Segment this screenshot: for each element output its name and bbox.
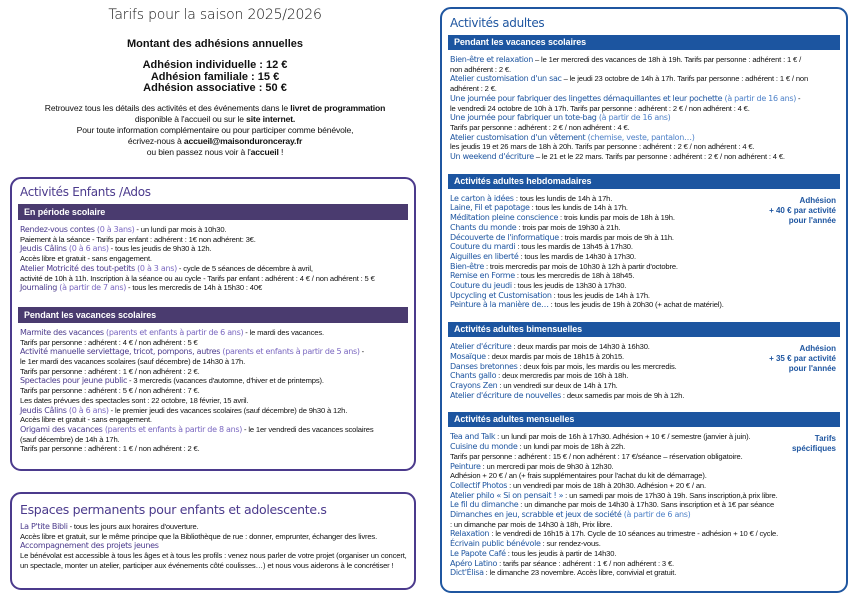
activity-line <box>448 242 840 252</box>
activity-line <box>448 123 840 133</box>
activity-line <box>448 271 840 281</box>
activity-line <box>448 559 840 569</box>
activity-details: - 3 mercredis (vacances d'automne, d'hiver et de printemps). <box>127 376 324 386</box>
activity-line <box>18 347 408 357</box>
activity-line <box>448 74 840 84</box>
activity-line <box>448 520 840 530</box>
activity-details: disponible à l'accueil ou sur le <box>134 113 247 124</box>
activity-name: Relaxation <box>450 529 492 539</box>
activity-details: le vendredi 24 octobre de 10h à 17h. Tarifs par personne : adhérent : 2 € / non adhérent : 4 €. <box>450 103 750 113</box>
activity-name: Atelier customisation d'un sac <box>450 74 562 84</box>
page-title: Tarifs pour la saison 2025/2026 <box>108 7 322 23</box>
activity-audience: (à partir de 16 ans) <box>724 93 797 103</box>
activity-details: écrivez-nous à <box>127 135 184 146</box>
activity-audience: (parents et enfants à partir de 5 ans) <box>222 347 360 357</box>
fees-heading: Montant des adhésions annuelles <box>126 38 304 50</box>
activity-line <box>18 283 408 293</box>
activity-line <box>18 357 408 367</box>
activity-details: le 1er mardi des vacances scolaires (sauf décembre) de 14h30 à 17h. <box>20 357 246 367</box>
activity-details: Accès libre et gratuit - sans engagement. <box>20 415 152 425</box>
price-note-line: + 35 € par activité <box>769 354 836 364</box>
activity-name: Couture du jeudi <box>450 281 512 291</box>
permanent-spaces-box <box>10 492 416 590</box>
activity-details: : le vendredi de 16h15 à 17h. Cycle de 10 séances au trimestre - adhésion + 10 € / cycle. <box>491 529 779 539</box>
activity-details: Le bénévolat est accessible à tous les âges et à tous les profils : venez nous parler de votre projet (organiser un concert, un spectacle, monter un atelier, participer aux événements côté coulisses…) et nous vous aiderons à le concrétiser ! <box>20 551 407 570</box>
price-note-line: Adhésion <box>799 195 836 205</box>
activity-name: Atelier Motricité des tout-petits <box>20 263 138 273</box>
activity-line <box>448 481 840 491</box>
activity-name: Tea and Talk <box>450 432 496 442</box>
price-note-line: Adhésion <box>799 344 836 354</box>
activity-line <box>448 529 840 539</box>
section <box>448 322 840 400</box>
activity-details: : trois mercredis par mois de 10h30 à 12h à partir d'octobre. <box>483 261 678 271</box>
activity-details: - tous les mercredis de 14h à 15h30 : 40€ <box>126 283 263 293</box>
activity-details: - <box>359 347 364 357</box>
activity-name: Atelier customisation d'un vêtement <box>450 132 588 142</box>
activity-name: Apéro Latino <box>450 558 498 568</box>
activity-details: - <box>796 93 801 103</box>
activity-details: Paiement à la séance - Tarifs par enfant : adhérent : 1€ non adhérent: 3€. <box>20 234 256 244</box>
activity-line <box>18 254 408 264</box>
activity-details: Tarifs par personne : adhérent : 2 € / non adhérent : 4 €. <box>450 122 630 132</box>
activity-details: Pour toute information complémentaire ou pour participer comme bénévole, <box>76 124 354 135</box>
activity-name: Journaling <box>20 283 60 293</box>
emphasis-text: site internet. <box>246 113 296 124</box>
activity-name: Le Papote Café <box>450 548 506 558</box>
activity-line <box>448 568 840 578</box>
activity-line <box>448 500 840 510</box>
activity-name: Origami des vacances <box>20 424 105 434</box>
activity-name: Cuisine du monde <box>450 442 518 452</box>
activity-name: Crayons Zen <box>450 380 498 390</box>
activity-line <box>18 415 408 425</box>
activity-line <box>448 491 840 501</box>
activity-details: : un vendredi par mois de 18h à 20h30. Adhésion + 20 € / an. <box>507 480 706 490</box>
fee-individual: Adhésion individuelle : 12 € <box>142 59 288 71</box>
section-heading: Activités adultes mensuelles <box>448 412 840 427</box>
activity-name: Le fil du dimanche <box>450 500 519 510</box>
activity-name: La P'tite Bibli <box>20 522 68 531</box>
activity-line <box>10 103 420 114</box>
section-heading: Pendant les vacances scolaires <box>448 35 840 50</box>
activity-details: : un mercredi par mois de 9h30 à 12h30. <box>480 461 614 471</box>
fee-family: Adhésion familiale : 15 € <box>150 70 280 83</box>
activity-details: : le dimanche 23 novembre. Accès libre, convivial et gratuit. <box>483 568 677 578</box>
activity-name: Danses bretonnes <box>450 361 518 371</box>
activity-line <box>10 125 420 136</box>
section-heading: En période scolaire <box>18 204 408 220</box>
activity-line <box>18 235 408 245</box>
activity-name: Découverte de l'informatique <box>450 232 559 242</box>
activity-line <box>448 55 840 65</box>
activity-details: : un lundi par mois de 18h à 22h. <box>517 442 626 452</box>
activity-name: Atelier philo « Si on pensait ! » <box>450 490 564 500</box>
activity-line <box>18 264 408 274</box>
activity-audience: (à partir de 16 ans) <box>598 113 671 123</box>
activity-details: Les dates prévues des spectacles sont : 22 octobre, 18 février, 15 avril. <box>20 395 249 405</box>
header <box>10 0 420 158</box>
activity-line <box>448 152 840 162</box>
info-paragraph <box>10 103 420 158</box>
section <box>448 35 840 162</box>
activity-details: Adhésion + 20 € / an (+ frais supplémentaires pour l'achat du kit de démarrage). <box>450 471 707 481</box>
activity-details: : deux mardis par mois de 18h15 à 20h15. <box>485 351 624 361</box>
emphasis-text: accueil@maisonduronceray.fr <box>183 135 303 146</box>
activity-name: Atelier d'écriture <box>450 342 512 352</box>
activity-details: (sauf décembre) de 14h à 17h. <box>20 434 120 444</box>
activity-line <box>448 113 840 123</box>
activity-line <box>18 274 408 284</box>
activity-details: : tous les jeudis de 13h30 à 17h30. <box>511 281 627 291</box>
activity-name: Dimanches en jeu, scrabble et jeux de société <box>450 510 624 520</box>
activity-line <box>18 396 408 406</box>
activity-audience: (parents et enfants à partir de 8 ans) <box>104 424 243 434</box>
activity-line <box>18 444 408 454</box>
permanent-spaces-title: Espaces permanents pour enfants et adolescente.s <box>20 502 327 517</box>
activity-line <box>18 367 408 377</box>
activity-line <box>18 522 408 532</box>
section <box>448 174 840 310</box>
activity-details: ! <box>278 146 284 157</box>
activity-details: : tarifs par séance : adhérent : 1 € / non adhérent : 3 €. <box>497 558 675 568</box>
section-heading: Pendant les vacances scolaires <box>18 307 408 323</box>
activity-name: Chants gallo <box>450 371 497 381</box>
activity-line <box>448 262 840 272</box>
activity-line <box>448 281 840 291</box>
activity-name: Chants du monde <box>450 222 517 232</box>
activity-name: Remise en Forme <box>450 271 515 281</box>
activity-name: Un weekend d'écriture <box>450 152 534 162</box>
activity-details: - le 1er vendredi des vacances scolaires <box>242 424 374 434</box>
activity-line <box>448 65 840 75</box>
activity-name: Rendez-vous contes <box>20 225 97 234</box>
activity-line <box>18 386 408 396</box>
activity-details: : deux samedis par mois de 9h à 12h. <box>560 390 685 400</box>
activity-details: les jeudis 19 et 26 mars de 18h à 20h. Tarifs par personne : adhérent : 2 € / non adhérent : 4 €. <box>450 142 755 152</box>
kids-activities-title: Activités Enfants /Ados <box>20 185 151 199</box>
activity-details: : deux mardis par mois de 14h30 à 16h30. <box>511 342 650 352</box>
activity-line <box>10 147 420 158</box>
activity-line <box>448 291 840 301</box>
section <box>18 204 408 293</box>
activity-name: Le carton à idées <box>450 193 516 203</box>
fees-list <box>10 60 420 95</box>
activity-details: – le jeudi 23 octobre de 14h à 17h. Tarifs par personne : adhérent : 1 € / non <box>561 74 809 84</box>
activity-line <box>448 539 840 549</box>
activity-line <box>448 432 840 442</box>
activity-audience: (à partir de 6 ans) <box>623 510 691 520</box>
activity-line <box>448 233 840 243</box>
activity-details: : deux fois par mois, les mardis ou les mercredis. <box>517 361 677 371</box>
activity-name: Dict'Élisa <box>450 568 484 578</box>
activity-line <box>10 136 420 147</box>
activity-line <box>10 114 420 125</box>
activity-audience: (0 à 6 ans) <box>68 405 109 415</box>
activity-details: Tarifs par personne : adhérent : 15 € / non adhérent : 17 €/séance – réservation obligatoire. <box>450 451 743 461</box>
fee-association: Adhésion associative : 50 € <box>143 82 287 94</box>
activity-details: : tous les jeudis de 19h à 20h30 (+ achat de matériel). <box>548 300 724 310</box>
activity-details: : trois par mois de 19h30 à 21h. <box>516 222 621 232</box>
activity-line <box>448 300 840 310</box>
price-note-line: pour l'année <box>788 364 836 374</box>
activity-audience: (0 à 3 ans) <box>137 263 177 273</box>
activity-line <box>18 338 408 348</box>
section-heading: Activités adultes bimensuelles <box>448 322 840 337</box>
activity-line <box>448 104 840 114</box>
activity-line <box>448 391 840 401</box>
activity-line <box>448 442 840 452</box>
activity-details: - tous les jours aux horaires d'ouverture. <box>67 522 199 531</box>
price-note-line: + 40 € par activité <box>769 205 836 215</box>
activity-details: – le 1er mercredi des vacances de 18h à 19h. Tarifs par personne : adhérent : 1 € / <box>533 55 802 64</box>
activity-details: Retrouvez tous les détails des activités et des événements dans le <box>44 102 291 113</box>
section <box>18 307 408 454</box>
activity-line <box>18 376 408 386</box>
activity-name: Une journée pour fabriquer des lingettes démaquillantes et leur pochette <box>450 93 725 103</box>
activity-details: : tous les mardis de 13h45 à 17h30. <box>515 242 633 252</box>
activity-name: Accompagnement des projets jeunes <box>20 541 159 551</box>
activity-line <box>18 406 408 416</box>
activity-details: : un samedi par mois de 17h30 à 19h. Sans inscription,à prix libre. <box>563 490 778 500</box>
activity-name: Marmite des vacances <box>20 327 107 337</box>
activity-line <box>448 549 840 559</box>
activity-details: ou bien passez nous voir à l' <box>146 146 251 157</box>
activity-line <box>18 244 408 254</box>
price-note <box>792 434 836 454</box>
price-note-line: pour l'année <box>788 215 836 225</box>
activity-details: - tous les jeudis de 9h30 à 12h. <box>108 244 212 254</box>
activity-details: : tous les mercredis de 18h à 18h45. <box>514 271 635 281</box>
activity-details: - cycle de 5 séances de décembre à avril, <box>176 263 313 273</box>
activity-audience: (0 à 6 ans) <box>68 244 109 254</box>
kids-activities-box <box>10 177 416 471</box>
price-note <box>769 344 836 374</box>
activity-line <box>448 452 840 462</box>
activity-details: - le premier jeudi des vacances scolaires (sauf décembre) de 9h30 à 12h. <box>108 405 348 415</box>
activity-details: : tous les lundis de 14h à 17h. <box>515 193 613 203</box>
activity-audience: (parents et enfants à partir de 6 ans) <box>106 327 244 337</box>
activity-name: Écrivain public bénévole <box>450 539 541 549</box>
activity-line <box>448 94 840 104</box>
activity-details: : tous les jeudis à partir de 14h30. <box>505 548 617 558</box>
activity-details: Accès libre et gratuit - sans engagement. <box>20 254 152 264</box>
activity-name: Spectacles pour jeune public <box>20 376 128 386</box>
activity-line <box>18 425 408 435</box>
price-note-line: Tarifs <box>814 434 836 444</box>
price-note-line: spécifiques <box>791 444 836 454</box>
activity-audience: (à partir de 7 ans) <box>59 283 127 293</box>
activity-line <box>448 142 840 152</box>
activity-name: Aiguilles en liberté <box>450 251 519 261</box>
activity-name: Activité manuelle serviettage, tricot, pompons, autres <box>20 347 223 357</box>
activity-details: activité de 10h à 11h. Inscription à la séance ou au cycle - Tarifs par enfant : adhérent : 4 € / non adhérent : 5 € <box>20 273 375 283</box>
price-note <box>769 196 836 226</box>
activity-line <box>448 462 840 472</box>
activity-name: Bien-être et relaxation <box>450 55 534 64</box>
activity-name: Couture du mardi <box>450 242 516 252</box>
activity-name: Peinture à la manière de… <box>450 300 549 310</box>
activity-details: Tarifs par personne : adhérent : 4 € / non adhérent : 5 € <box>20 337 198 347</box>
section <box>448 412 840 578</box>
activity-details: : tous les mardis de 14h30 à 17h30. <box>518 251 636 261</box>
activity-line <box>18 541 408 551</box>
activity-line <box>448 471 840 481</box>
adult-activities-title: Activités adultes <box>450 16 545 30</box>
activity-name: Jeudis Câlins <box>20 405 69 415</box>
activity-details: non adhérent : 2 €. <box>450 64 511 74</box>
activity-line <box>18 532 408 542</box>
activity-details: : tous les lundis de 14h à 17h. <box>529 203 628 213</box>
activity-details: Tarifs par personne : adhérent : 1 € / non adhérent : 2 €. <box>20 366 200 376</box>
section-heading: Activités adultes hebdomadaires <box>448 174 840 189</box>
activity-line <box>448 84 840 94</box>
activity-details: : un dimanche par mois de 14h30 à 17h30. Sans inscription et à 1€ par séance <box>518 500 775 510</box>
activity-details: - un lundi par mois à 10h30. <box>134 225 227 234</box>
activity-name: Jeudis Câlins <box>20 244 69 254</box>
activity-details: : trois lundis par mois de 18h à 19h. <box>558 213 675 223</box>
activity-audience: (chemise, veste, pantalon…) <box>587 132 695 142</box>
activity-details: : un dimanche par mois de 14h30 à 18h, Prix libre. <box>450 519 613 529</box>
activity-details: - le mardi des vacances. <box>243 327 324 337</box>
activity-name: Une journée pour fabriquer un tote-bag <box>450 113 599 123</box>
activity-name: Méditation pleine conscience <box>450 213 559 223</box>
activity-line <box>18 328 408 338</box>
activity-details: Accès libre et gratuit, sur le même principe que la Bibliothèque de rue : donner, emprunter, échanger des livres. <box>20 531 378 541</box>
activity-details: Tarifs par personne : adhérent : 5 € / non adhérent : 7 €. <box>20 386 200 396</box>
emphasis-text: accueil <box>250 146 279 157</box>
activity-details: : tous les jeudis de 14h à 17h. <box>551 290 650 300</box>
activity-line <box>18 225 408 235</box>
activity-line <box>448 510 840 520</box>
activity-name: Mosaïque <box>450 351 486 361</box>
activity-details: : un vendredi sur deux de 14h à 17h. <box>497 380 618 390</box>
activity-details: : un lundi par mois de 16h à 17h30. Adhésion + 10 € / semestre (janvier à juin). <box>495 432 751 442</box>
activity-details: : sur rendez-vous. <box>540 539 601 549</box>
activity-details: – le 21 et le 22 mars. Tarifs par personne : adhérent : 2 € / non adhérent : 4 €. <box>533 152 785 162</box>
activity-details: : trois mardis par mois de 9h à 11h. <box>558 232 674 242</box>
activity-details: adhérent : 2 €. <box>450 84 497 94</box>
activity-name: Bien-être <box>450 261 484 271</box>
activity-audience: (0 à 3ans) <box>96 225 135 234</box>
activity-name: Laine, Fil et papotage <box>450 203 530 213</box>
emphasis-text: livret de programmation <box>290 102 386 113</box>
activity-details: : deux mercredis par mois de 16h à 18h. <box>496 371 629 381</box>
activity-line <box>448 381 840 391</box>
activity-details: Tarifs par personne : adhérent : 1 € / non adhérent : 2 €. <box>20 444 200 454</box>
activity-name: Collectif Photos <box>450 480 508 490</box>
activity-line <box>448 252 840 262</box>
activity-name: Peinture <box>450 461 481 471</box>
adult-activities-box <box>440 7 848 593</box>
activity-line <box>18 435 408 445</box>
activity-name: Upcycling et Customisation <box>450 290 552 300</box>
activity-name: Atelier d'écriture de nouvelles <box>450 390 561 400</box>
activity-line <box>18 551 408 570</box>
activity-line <box>448 133 840 143</box>
